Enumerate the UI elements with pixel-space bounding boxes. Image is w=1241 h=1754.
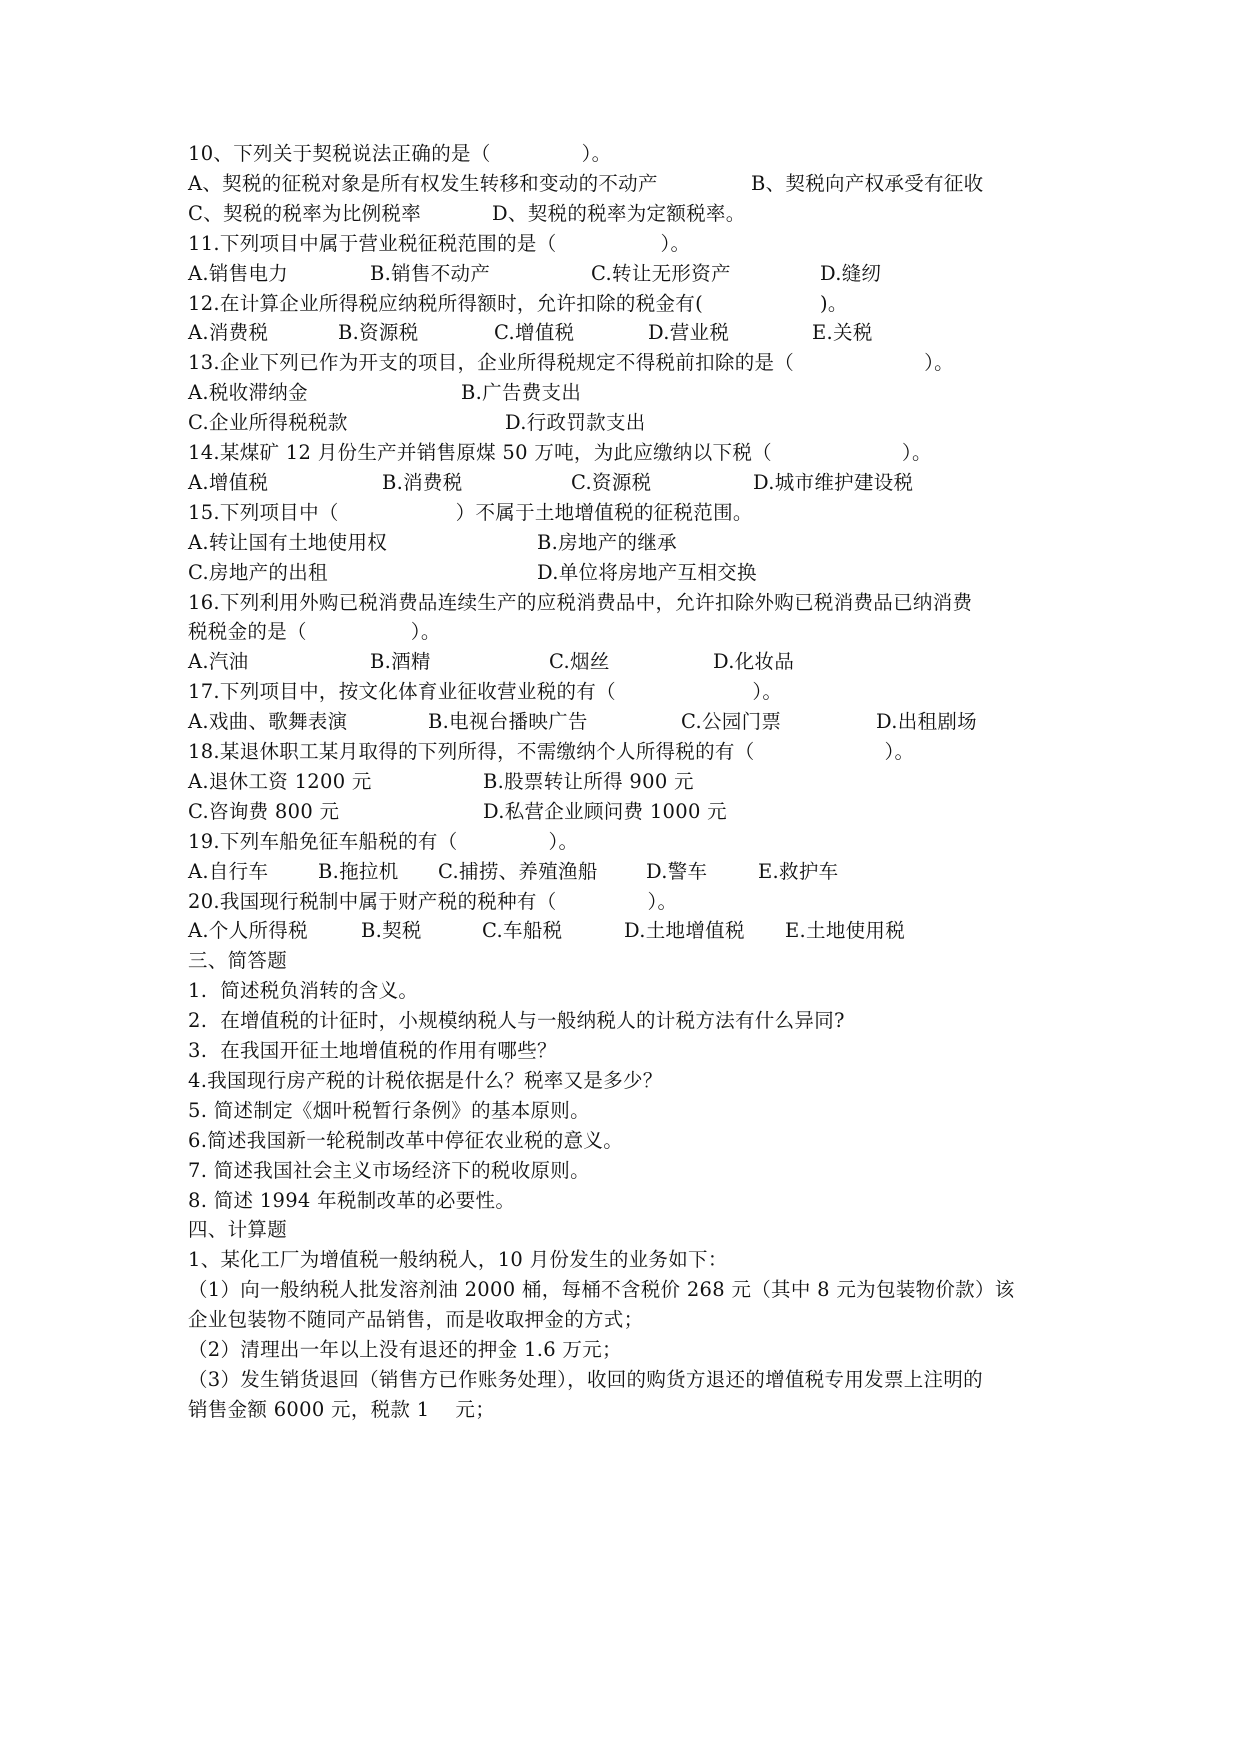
q19-options-segment: B.拖拉机 (318, 860, 399, 883)
q15-options-1-segment: A.转让国有土地使用权 (188, 531, 388, 554)
q10-options-2-segment: D、契税的税率为定额税率。 (492, 202, 746, 225)
q16-stem-2-segment: 税税金的是（ ）。 (188, 620, 441, 643)
q20-options-segment: D.土地增值税 (624, 919, 745, 942)
calc-1-item-3a-segment: （3）发生销货退回（销售方已作账务处理），收回的购货方退还的增值税专用发票上注明的 (188, 1368, 983, 1391)
q20-stem-segment: 20.我国现行税制中属于财产税的税种有（ ）。 (188, 890, 678, 913)
q19-options-segment: E.救护车 (758, 860, 839, 883)
q19-options-segment: D.警车 (646, 860, 708, 883)
q18-stem-segment: 18.某退休职工某月取得的下列所得，不需缴纳个人所得税的有（ ）。 (188, 740, 915, 763)
q12-options-segment: E.关税 (812, 321, 873, 344)
q20-options-segment: C.车船税 (482, 919, 563, 942)
q12-options-segment: C.增值税 (494, 321, 575, 344)
calc-1-item-1b-segment: 企业包装物不随同产品销售，而是收取押金的方式； (188, 1308, 644, 1331)
q16-options-segment: B.酒精 (370, 650, 431, 673)
q14-options-segment: D.城市维护建设税 (753, 471, 914, 494)
q12-options-segment: D.营业税 (648, 321, 730, 344)
section-4-heading-segment: 四、计算题 (188, 1218, 288, 1241)
q16-options-segment: C.烟丝 (549, 650, 610, 673)
q15-options-2-segment: D.单位将房地产互相交换 (537, 561, 757, 584)
q12-options-segment: B.资源税 (338, 321, 419, 344)
q19-options-segment: A.自行车 (188, 860, 269, 883)
sa-1-segment: 1. 简述税负消转的含义。 (188, 979, 419, 1002)
q11-options-segment: A.销售电力 (188, 262, 289, 285)
q20-options-segment: A.个人所得税 (188, 919, 308, 942)
q16-stem-1-segment: 16.下列利用外购已税消费品连续生产的应税消费品中，允许扣除外购已税消费品已纳消费 (188, 591, 973, 614)
q20-options-segment: E.土地使用税 (785, 919, 906, 942)
q13-options-2-segment: D.行政罚款支出 (505, 411, 646, 434)
q19-stem-segment: 19.下列车船免征车船税的有（ ）。 (188, 830, 579, 853)
sa-7-segment: 7. 简述我国社会主义市场经济下的税收原则。 (188, 1159, 590, 1182)
q15-stem-segment: 15.下列项目中（ ）不属于土地增值税的征税范围。 (188, 501, 753, 524)
q13-stem-segment: 13.企业下列已作为开支的项目，企业所得税规定不得税前扣除的是（ ）。 (188, 351, 954, 374)
q10-options-1-segment: A、契税的征税对象是所有权发生转移和变动的不动产 (188, 172, 658, 195)
q11-options-segment: C.转让无形资产 (591, 262, 731, 285)
q10-options-1-segment: B、契税向产权承受有征收 (751, 172, 984, 195)
q18-options-1-segment: B.股票转让所得 900 元 (483, 770, 694, 793)
q11-options-segment: B.销售不动产 (370, 262, 491, 285)
q14-options-segment: B.消费税 (382, 471, 463, 494)
calc-1-item-1a-segment: （1）向一般纳税人批发溶剂油 2000 桶，每桶不含税价 268 元（其中 8 元为包装物价款）该 (188, 1278, 1015, 1301)
q16-options-segment: D.化妆品 (713, 650, 795, 673)
calc-1-item-3b-segment: 销售金额 6000 元，税款 1 元； (188, 1398, 496, 1421)
q17-options-segment: D.出租剧场 (876, 710, 977, 733)
q20-options-segment: B.契税 (361, 919, 422, 942)
q11-options-segment: D.缝纫 (820, 262, 882, 285)
section-3-heading-segment: 三、简答题 (188, 949, 288, 972)
sa-2-segment: 2. 在增值税的计征时，小规模纳税人与一般纳税人的计税方法有什么异同? (188, 1009, 845, 1032)
q14-stem-segment: 14.某煤矿 12 月份生产并销售原煤 50 万吨，为此应缴纳以下税（ ）。 (188, 441, 932, 464)
q13-options-1-segment: B.广告费支出 (461, 381, 582, 404)
sa-6-segment: 6.简述我国新一轮税制改革中停征农业税的意义。 (188, 1129, 624, 1152)
q12-stem-segment: 12.在计算企业所得税应纳税所得额时，允许扣除的税金有( )。 (188, 292, 848, 315)
sa-3-segment: 3. 在我国开征土地增值税的作用有哪些？ (188, 1039, 557, 1062)
q14-options-segment: C.资源税 (571, 471, 652, 494)
q18-options-2-segment: D.私营企业顾问费 1000 元 (483, 800, 727, 823)
q15-options-2-segment: C.房地产的出租 (188, 561, 328, 584)
q18-options-1-segment: A.退休工资 1200 元 (188, 770, 372, 793)
calc-1-stem-segment: 1、某化工厂为增值税一般纳税人，10 月份发生的业务如下： (188, 1248, 728, 1271)
q17-options-segment: A.戏曲、歌舞表演 (188, 710, 348, 733)
q19-options-segment: C.捕捞、养殖渔船 (438, 860, 598, 883)
q15-options-1-segment: B.房地产的继承 (537, 531, 677, 554)
q17-options-segment: C.公园门票 (681, 710, 782, 733)
q13-options-1-segment: A.税收滞纳金 (188, 381, 308, 404)
q12-options-segment: A.消费税 (188, 321, 269, 344)
sa-4-segment: 4.我国现行房产税的计税依据是什么？税率又是多少？ (188, 1069, 663, 1092)
sa-5-segment: 5. 简述制定《烟叶税暂行条例》的基本原则。 (188, 1099, 590, 1122)
q13-options-2-segment: C.企业所得税税款 (188, 411, 348, 434)
q16-options-segment: A.汽油 (188, 650, 249, 673)
q10-options-2-segment: C、契税的税率为比例税率 (188, 202, 422, 225)
q11-stem-segment: 11.下列项目中属于营业税征税范围的是（ ）。 (188, 232, 691, 255)
calc-1-item-2-segment: （2）清理出一年以上没有退还的押金 1.6 万元； (188, 1338, 622, 1361)
q18-options-2-segment: C.咨询费 800 元 (188, 800, 340, 823)
q17-stem-segment: 17.下列项目中，按文化体育业征收营业税的有（ ）。 (188, 680, 783, 703)
q14-options-segment: A.增值税 (188, 471, 269, 494)
sa-8-segment: 8. 简述 1994 年税制改革的必要性。 (188, 1189, 516, 1212)
q17-options-segment: B.电视台播映广告 (428, 710, 588, 733)
q10-stem-segment: 10、下列关于契税说法正确的是（ ）。 (188, 142, 612, 165)
